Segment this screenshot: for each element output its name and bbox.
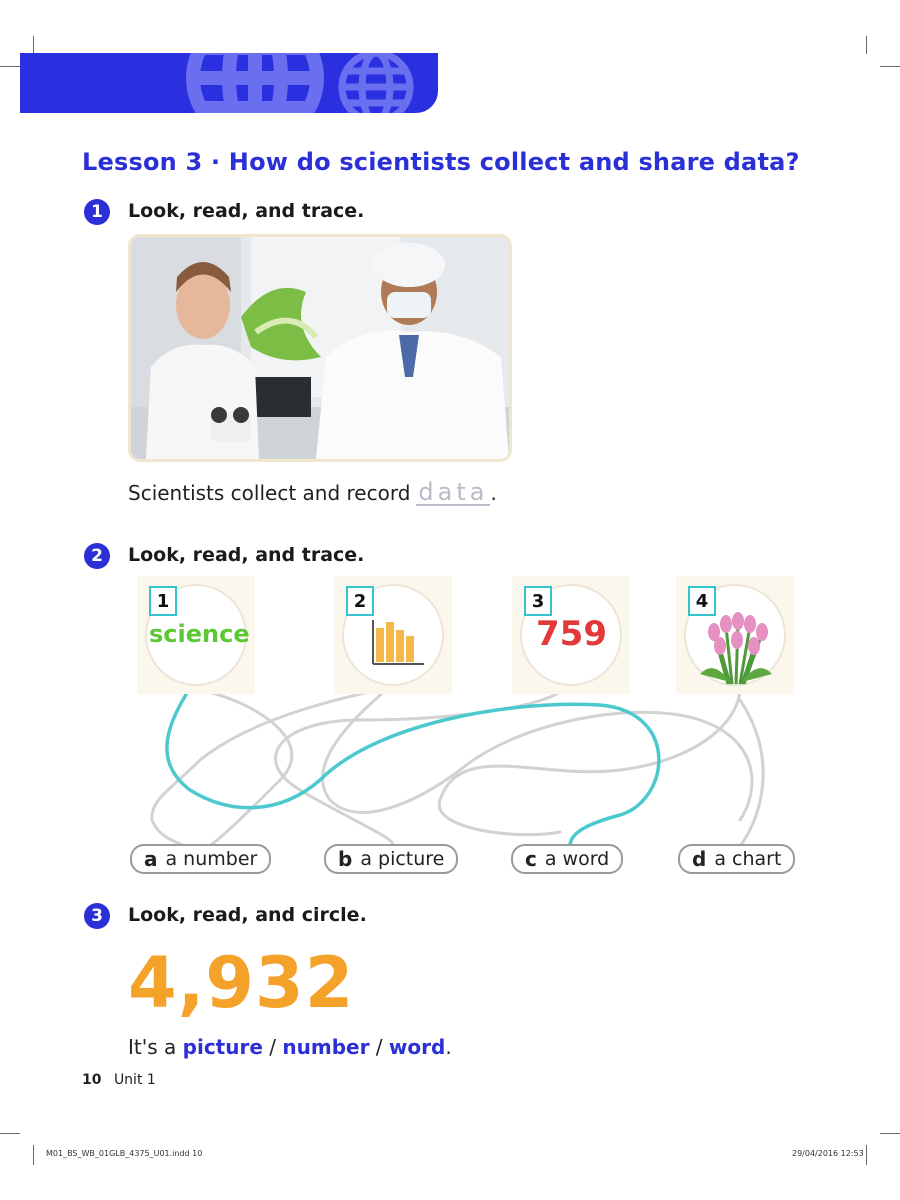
tulips-picture xyxy=(694,604,778,688)
trace-word[interactable]: data xyxy=(418,478,489,506)
option-b[interactable] xyxy=(324,844,458,874)
page-number: 10 xyxy=(82,1072,102,1088)
lesson-title: Lesson 3 · How do scientists collect and share data? xyxy=(82,148,800,176)
card-number: 3 xyxy=(524,586,552,616)
activity-3-instruction: Look, read, and circle. xyxy=(128,904,367,926)
option-letter: c xyxy=(525,847,537,871)
file-slug: M01_BS_WB_01GLB_4375_U01.indd 10 xyxy=(46,1149,203,1158)
traced-line[interactable] xyxy=(167,688,659,846)
match-card-3 xyxy=(512,576,630,694)
activity-3-badge: 3 xyxy=(84,903,110,929)
choice-picture[interactable]: picture xyxy=(182,1035,263,1059)
option-letter: d xyxy=(692,847,707,871)
activity-1-badge: 1 xyxy=(84,199,110,225)
choice-number[interactable]: number xyxy=(282,1035,370,1059)
match-card-4 xyxy=(676,576,794,694)
activity-2-instruction: Look, read, and trace. xyxy=(128,544,365,566)
card-word: science xyxy=(149,620,250,648)
sentence-end: . xyxy=(445,1035,452,1059)
card-number-value: 759 xyxy=(536,614,607,654)
option-letter: a xyxy=(144,847,158,871)
option-label: a chart xyxy=(714,848,782,870)
print-timestamp: 29/04/2016 12:53 xyxy=(792,1149,864,1158)
option-a[interactable] xyxy=(130,844,271,874)
card-number: 4 xyxy=(688,586,716,616)
option-label: a picture xyxy=(360,848,445,870)
separator: / xyxy=(269,1035,277,1059)
option-letter: b xyxy=(338,847,353,871)
activity-1-instruction: Look, read, and trace. xyxy=(128,200,365,222)
option-label: a word xyxy=(544,848,610,870)
sentence-start: It's a xyxy=(128,1035,177,1059)
match-card-2 xyxy=(334,576,452,694)
choice-word[interactable]: word xyxy=(388,1035,446,1059)
unit-label: Unit 1 xyxy=(113,1072,156,1088)
option-c[interactable] xyxy=(511,844,623,874)
sentence-end: . xyxy=(490,481,497,505)
bar-chart-icon xyxy=(370,618,426,666)
sentence-start: Scientists collect and record xyxy=(128,481,411,505)
activity-2-badge: 2 xyxy=(84,543,110,569)
option-label: a number xyxy=(165,848,258,870)
match-card-1 xyxy=(137,576,255,694)
card-number: 2 xyxy=(346,586,374,616)
separator: / xyxy=(375,1035,383,1059)
big-number: 4,932 xyxy=(128,942,355,1024)
option-d[interactable] xyxy=(678,844,795,874)
card-number: 1 xyxy=(149,586,177,616)
activity-3-sentence xyxy=(128,1035,452,1059)
page-footer xyxy=(82,1072,156,1088)
